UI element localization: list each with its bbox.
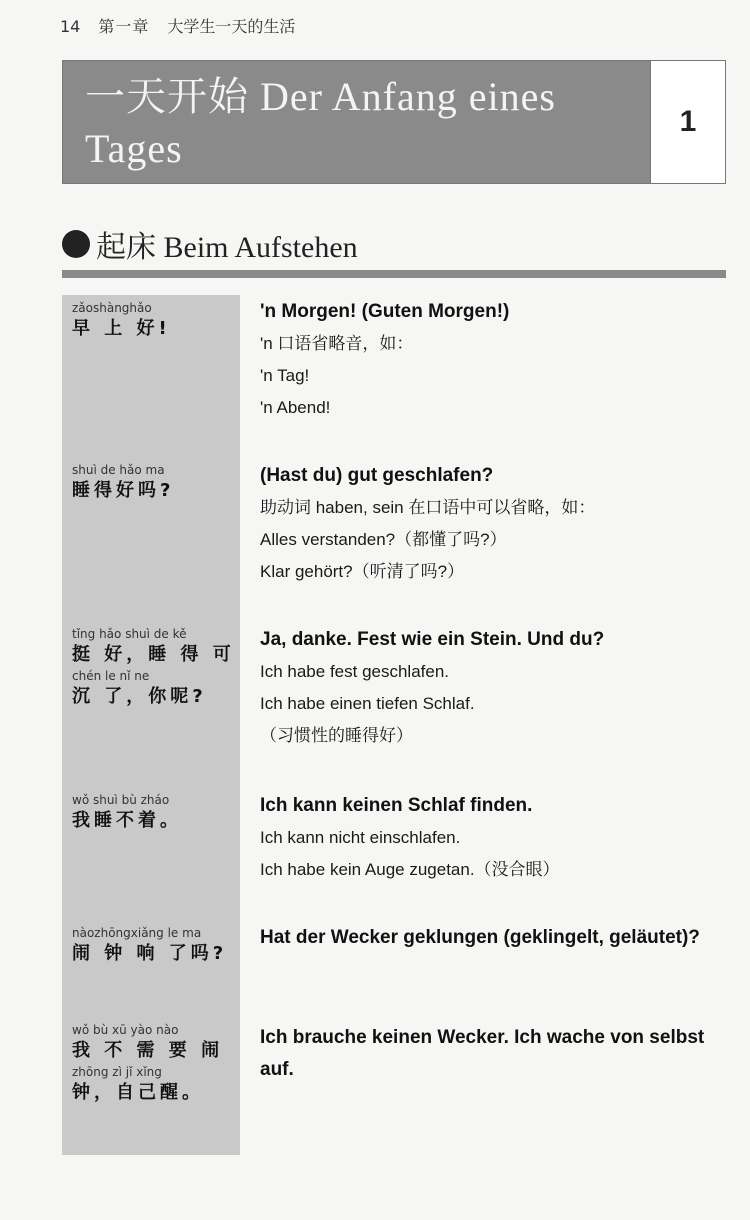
german-main: Hat der Wecker geklungen (geklingelt, geläutet)? [260, 927, 700, 948]
chinese-phrase [72, 626, 242, 710]
german-main: 'n Morgen! (Guten Morgen!) [260, 301, 510, 322]
page-number: 14 [60, 17, 81, 36]
chinese-phrase [72, 925, 242, 967]
german-example: Ich kann nicht einschlafen. [260, 828, 461, 847]
german-note: 助动词 haben, sein 在口语中可以省略，如： [260, 498, 596, 517]
german-phrase [260, 460, 730, 588]
hanzi: 睡得好吗? [72, 480, 175, 501]
german-phrase [260, 624, 730, 752]
hanzi: 我睡不着。 [72, 810, 182, 831]
section-heading [62, 222, 358, 266]
chinese-phrase [72, 300, 242, 342]
german-phrase [260, 1022, 730, 1086]
title-banner [63, 61, 651, 183]
german-example: Ich habe fest geschlafen. [260, 662, 450, 681]
unit-title-box [62, 60, 726, 184]
german-main: Ich brauche keinen Wecker. Ich wache von selbst auf. [260, 1027, 705, 1080]
german-example: 'n Abend! [260, 398, 331, 417]
unit-title: 一天开始 Der Anfang eines Tages [85, 74, 556, 171]
unit-number: 1 [650, 61, 725, 183]
hanzi: 闹 钟 响 了吗? [72, 943, 228, 964]
chinese-phrase [72, 1022, 242, 1106]
hanzi: 沉 了，你呢? [72, 686, 207, 707]
german-note: 'n 口语省略音，如： [260, 334, 414, 353]
pinyin: chén le nǐ ne [72, 669, 150, 683]
chapter-label: 第一章 [98, 17, 150, 36]
german-phrase [260, 922, 730, 954]
german-example: Ich habe einen tiefen Schlaf. [260, 694, 475, 713]
german-phrase [260, 296, 730, 424]
hanzi: 早 上 好! [72, 318, 171, 339]
pinyin: nàozhōngxiǎng le ma [72, 926, 202, 940]
german-example: Klar gehört?（听清了吗?） [260, 562, 465, 581]
pinyin: tǐng hǎo shuì de kě [72, 627, 187, 641]
hanzi: 钟，自己醒。 [72, 1082, 204, 1103]
german-example: 'n Tag! [260, 366, 310, 385]
section-title: 起床 Beim Aufstehen [96, 231, 358, 264]
hanzi: 挺 好，睡 得 可 [72, 644, 235, 665]
pinyin: wǒ shuì bù zháo [72, 793, 170, 807]
german-phrase [260, 790, 730, 886]
chinese-phrase [72, 462, 242, 504]
german-example: Ich habe kein Auge zugetan.（没合眼） [260, 860, 560, 879]
chinese-phrase [72, 792, 242, 834]
pinyin: shuì de hǎo ma [72, 463, 165, 477]
german-note: （习惯性的睡得好） [260, 726, 413, 745]
chapter-title: 大学生一天的生活 [167, 17, 296, 36]
pinyin: zǎoshànghǎo [72, 301, 152, 315]
hanzi: 我 不 需 要 闹 [72, 1040, 224, 1061]
pinyin: zhōng zì jǐ xǐng [72, 1065, 162, 1079]
pinyin: wǒ bù xū yào nào [72, 1023, 179, 1037]
section-divider [62, 270, 726, 278]
german-main: Ja, danke. Fest wie ein Stein. Und du? [260, 629, 605, 650]
running-head [60, 14, 295, 37]
bullet-icon [62, 230, 90, 258]
german-main: (Hast du) gut geschlafen? [260, 465, 494, 486]
german-example: Alles verstanden?（都懂了吗?） [260, 530, 507, 549]
german-main: Ich kann keinen Schlaf finden. [260, 795, 533, 816]
